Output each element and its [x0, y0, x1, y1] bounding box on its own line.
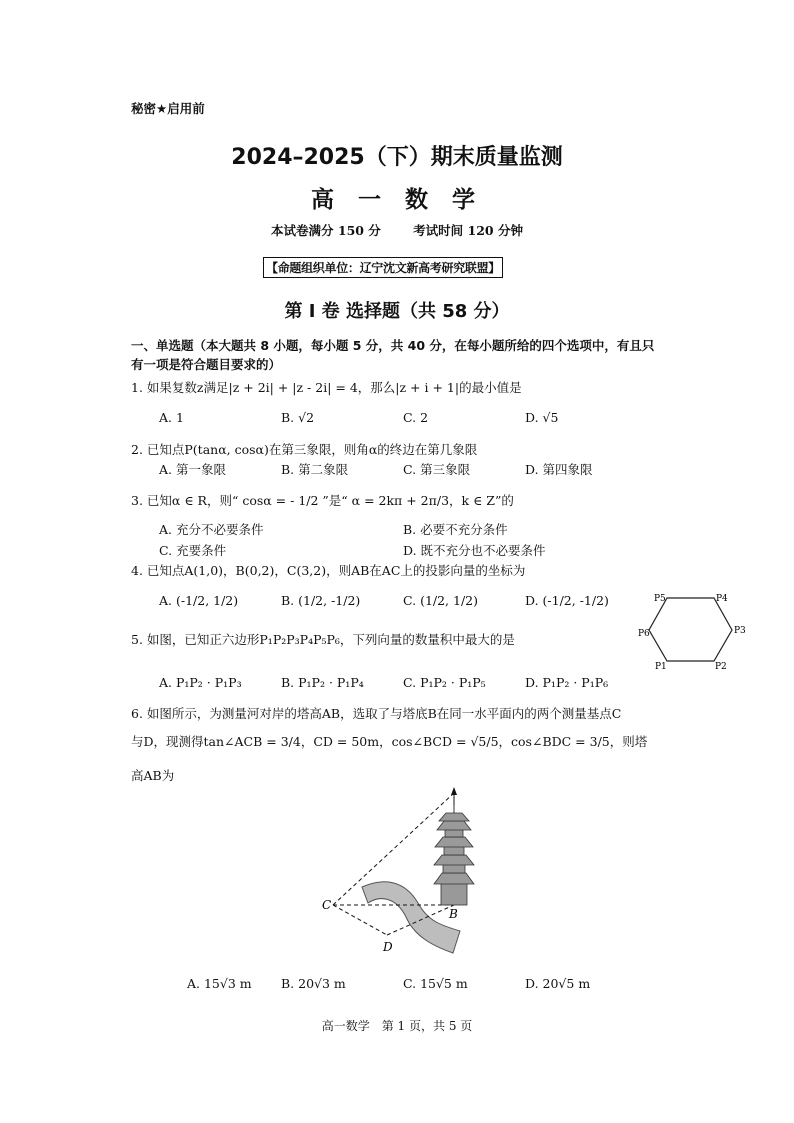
question-4-option-a: A. (-1/2, 1/2): [159, 593, 239, 608]
question-5-stem: 5. 如图，已知正六边形P₁P₂P₃P₄P₅P₆，下列向量的数量积中最大的是: [131, 632, 515, 647]
full-score: 本试卷满分 150 分: [271, 223, 381, 238]
question-5-option-c: C. P₁P₂ · P₁P₅: [403, 675, 486, 690]
question-3-option-c: C. 充要条件: [159, 543, 227, 558]
question-4-stem: 4. 已知点A(1,0)，B(0,2)，C(3,2)，则AB在AC上的投影向量的坐标为: [131, 563, 526, 578]
question-2-stem: 2. 已知点P(tanα, cosα)在第三象限，则角α的终边在第几象限: [131, 442, 478, 457]
question-3-option-d: D. 既不充分也不必要条件: [403, 543, 546, 558]
confidential-label: 秘密★启用前: [131, 101, 205, 116]
question-6-option-a: A. 15√3 m: [187, 976, 252, 991]
question-6-stem-line3: 高AB为: [131, 768, 175, 783]
page-footer: 高一数学 第 1 页，共 5 页: [321, 1019, 473, 1033]
question-2-option-a: A. 第一象限: [159, 462, 226, 477]
question-6-stem-line1: 6. 如图所示，为测量河对岸的塔高AB，选取了与塔底B在同一水平面内的两个测量基点C: [131, 706, 622, 721]
question-4-option-d: D. (-1/2, -1/2): [525, 593, 609, 608]
question-6-option-c: C. 15√5 m: [403, 976, 468, 991]
section-heading-line1: 一、单选题（本大题共 8 小题，每小题 5 分，共 40 分，在每小题所给的四个选项中，有且只: [131, 338, 655, 353]
organizer-box: 【命题组织单位：辽宁沈文新高考研究联盟】: [263, 257, 503, 278]
part-title: 第 I 卷 选择题（共 58 分）: [284, 301, 510, 322]
hexagon-figure: [636, 588, 748, 672]
question-1-option-a: A. 1: [159, 410, 184, 425]
question-5-option-d: D. P₁P₂ · P₁P₆: [525, 675, 609, 690]
hexagon-label-p2: P2: [715, 662, 727, 672]
exam-title: 2024–2025（下）期末质量监测: [231, 145, 563, 170]
question-1-option-d: D. √5: [525, 410, 559, 425]
question-4-option-b: B. (1/2, -1/2): [281, 593, 361, 608]
question-4-option-c: C. (1/2, 1/2): [403, 593, 478, 608]
question-6-option-d: D. 20√5 m: [525, 976, 591, 991]
point-label-d: D: [383, 940, 393, 954]
question-1-option-c: C. 2: [403, 410, 429, 425]
hexagon-label-p1: P1: [655, 662, 667, 672]
point-label-c: C: [322, 898, 332, 912]
question-3-stem: 3. 已知α ∈ R，则“ cosα = - 1/2 ”是“ α = 2kπ + 2π/3，k ∈ Z”的: [131, 493, 514, 508]
hexagon-label-p3: P3: [734, 626, 746, 636]
question-1-option-b: B. √2: [281, 410, 315, 425]
pagoda-icon: [434, 805, 474, 905]
question-2-option-d: D. 第四象限: [525, 462, 593, 477]
section-heading-line2: 有一项是符合题目要求的）: [131, 357, 282, 372]
exam-info: [0, 221, 794, 239]
question-5-option-b: B. P₁P₂ · P₁P₄: [281, 675, 364, 690]
tower-figure: [310, 785, 480, 960]
question-5-option-a: A. P₁P₂ · P₁P₃: [159, 675, 242, 690]
hexagon-label-p4: P4: [716, 594, 728, 604]
hexagon-label-p6: P6: [638, 629, 650, 639]
point-label-b: B: [449, 907, 458, 921]
question-3-option-a: A. 充分不必要条件: [159, 522, 264, 537]
question-6-stem-line2: 与D，现测得tan∠ACB = 3/4，CD = 50m，cos∠BCD = √5/5，cos∠BDC = 3/5，则塔: [131, 734, 648, 749]
question-1-stem: 1. 如果复数z满足|z + 2i| + |z - 2i| = 4，那么|z + i + 1|的最小值是: [131, 380, 522, 395]
question-2-option-b: B. 第二象限: [281, 462, 349, 477]
subject-title: 高 一 数 学: [310, 187, 484, 213]
question-3-option-b: B. 必要不充分条件: [403, 522, 508, 537]
duration: 考试时间 120 分钟: [413, 223, 523, 238]
hexagon-label-p5: P5: [654, 594, 666, 604]
question-2-option-c: C. 第三象限: [403, 462, 471, 477]
question-6-option-b: B. 20√3 m: [281, 976, 346, 991]
